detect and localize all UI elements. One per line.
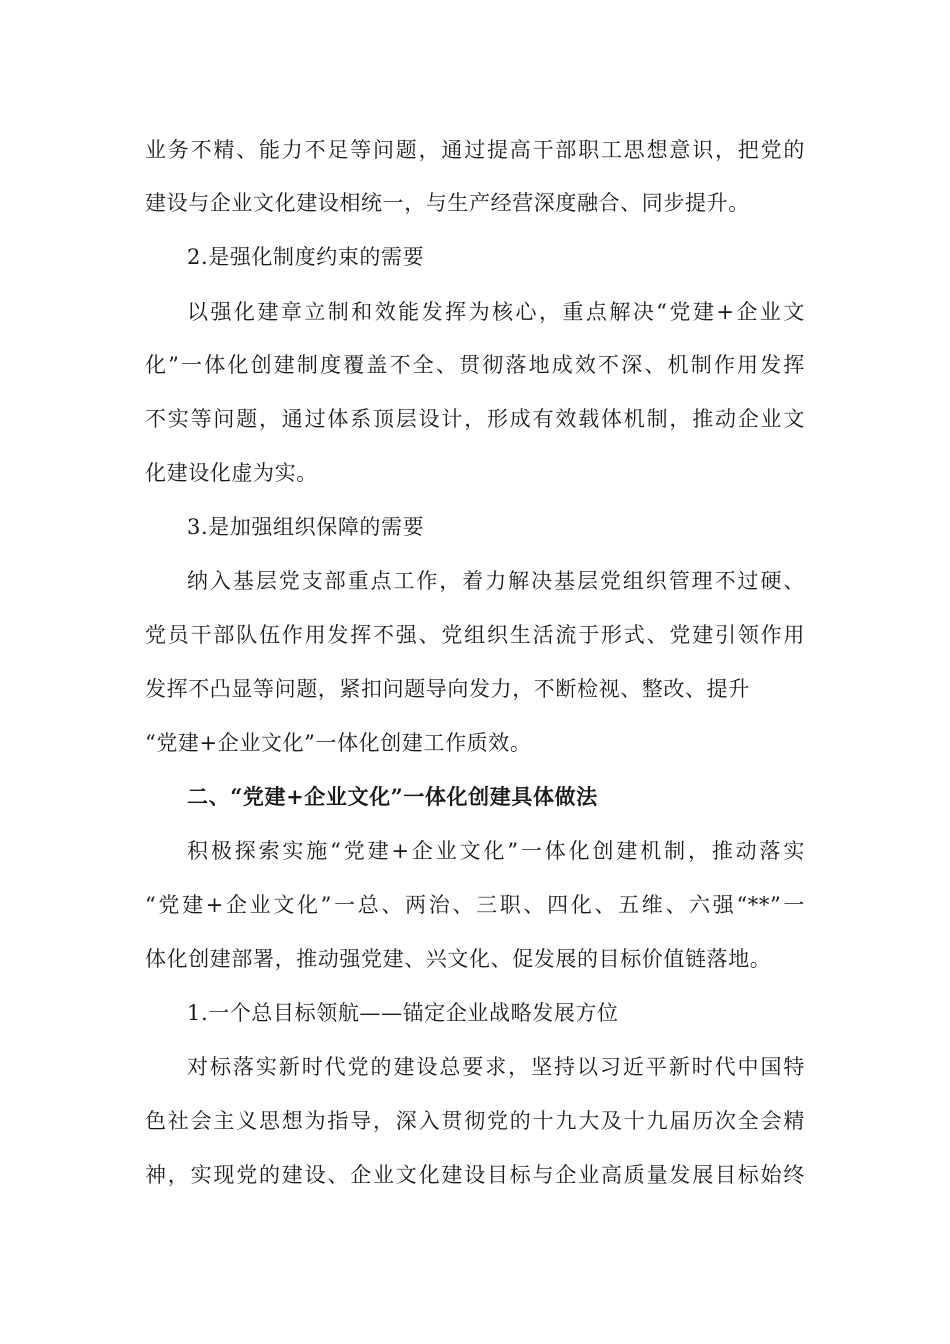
paragraph-line: 神，实现党的建设、企业文化建设目标与企业高质量发展目标始终: [145, 1163, 805, 1187]
subheading: 2.是强化制度约束的需要: [187, 245, 425, 269]
section-heading: 二、“党建+企业文化”一体化创建具体做法: [187, 784, 598, 809]
paragraph-line: 以强化建章立制和效能发挥为核心，重点解决“党建+企业文: [187, 300, 805, 324]
paragraph-line: 体化创建部署，推动强党建、兴文化、促发展的目标价值链落地。: [145, 947, 772, 971]
paragraph-line: 对标落实新时代党的建设总要求，坚持以习近平新时代中国特: [187, 1055, 805, 1079]
paragraph-line: 党员干部队伍作用发挥不强、党组织生活流于形式、党建引领作用: [145, 623, 805, 647]
paragraph-line: “党建+企业文化”一总、两治、三职、四化、五维、六强“**”一: [145, 893, 805, 917]
paragraph-line: 积极探索实施“党建+企业文化”一体化创建机制，推动落实: [187, 839, 805, 863]
subheading: 1.一个总目标领航——锚定企业战略发展方位: [187, 1001, 619, 1025]
paragraph-line: 不实等问题，通过体系顶层设计，形成有效载体机制，推动企业文: [145, 407, 805, 431]
paragraph-line: 业务不精、能力不足等问题，通过提高干部职工思想意识，把党的: [145, 138, 805, 162]
subheading: 3.是加强组织保障的需要: [187, 515, 425, 539]
paragraph-line: “党建+企业文化”一体化创建工作质效。: [145, 731, 532, 755]
paragraph-line: 建设与企业文化建设相统一，与生产经营深度融合、同步提升。: [145, 191, 750, 215]
paragraph-line: 化建设化虚为实。: [145, 461, 318, 485]
paragraph-line: 纳入基层党支部重点工作，着力解决基层党组织管理不过硬、: [187, 569, 805, 593]
paragraph-line: 色社会主义思想为指导，深入贯彻党的十九大及十九届历次全会精: [145, 1109, 805, 1133]
paragraph-line: 化”一体化创建制度覆盖不全、贯彻落地成效不深、机制作用发挥: [145, 353, 805, 377]
paragraph-line: 发挥不凸显等问题，紧扣问题导向发力，不断检视、整改、提升: [145, 677, 750, 701]
